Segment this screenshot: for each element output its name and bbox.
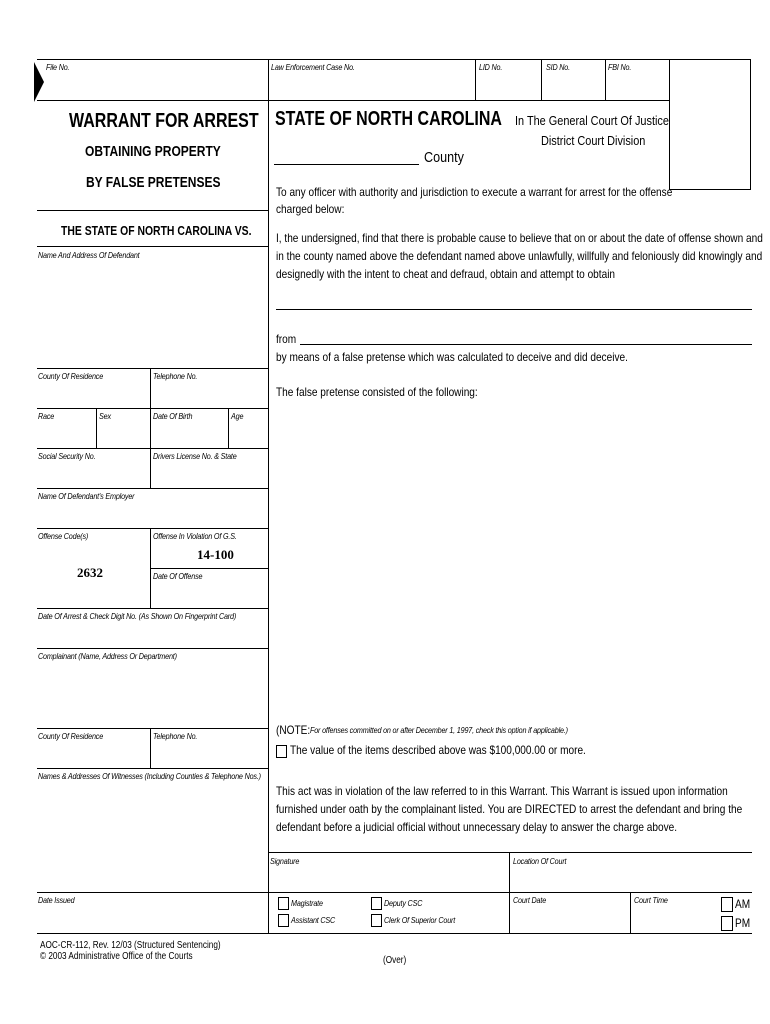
finding-line2: in the county named above the defendant named above unlawfully, willfully and feloniously did knowingly and	[276, 249, 763, 263]
divider	[37, 408, 269, 409]
divider	[228, 408, 229, 448]
corner-marker-icon	[34, 62, 46, 102]
consisted-line: The false pretense consisted of the following:	[276, 385, 478, 399]
telephone2-label: Telephone No.	[153, 732, 198, 741]
form-number-text: AOC-CR-112, Rev. 12/03 (Structured Sentencing)	[40, 940, 221, 951]
violation-value: 14-100	[197, 547, 234, 562]
assistant-csc-checkbox[interactable]	[278, 914, 289, 927]
divider	[37, 210, 269, 211]
divider	[37, 608, 269, 609]
pm-checkbox[interactable]	[721, 916, 733, 931]
divider	[150, 448, 151, 488]
value-checkbox[interactable]	[276, 745, 287, 758]
arrest-date-label: Date Of Arrest & Check Digit No. (As Shown On Fingerprint Card)	[38, 612, 237, 621]
am-label: AM	[735, 897, 751, 911]
offense-code-value: 2632	[77, 565, 103, 580]
divider	[37, 448, 269, 449]
divider	[37, 368, 269, 369]
header-bottom-line	[37, 100, 669, 101]
value-option-text: The value of the items described above was $100,000.00 or more.	[290, 743, 586, 757]
location-label: Location Of Court	[513, 857, 567, 866]
divider	[150, 368, 151, 408]
clerk-superior-checkbox[interactable]	[371, 914, 382, 927]
divider	[37, 768, 269, 769]
pm-label: PM	[735, 916, 751, 930]
divider	[96, 408, 97, 448]
divider	[630, 892, 631, 933]
form-title-line1: WARRANT FOR ARREST	[69, 110, 259, 132]
note-text: For offenses committed on or after December 1, 1997, check this option if applicable.)	[310, 726, 568, 735]
state-vs-label: THE STATE OF NORTH CAROLINA VS.	[61, 223, 252, 238]
photo-box	[669, 59, 751, 190]
from-blank-line	[300, 344, 752, 345]
deputy-csc-label: Deputy CSC	[384, 899, 423, 908]
officer-line1: To any officer with authority and jurisdiction to execute a warrant for arrest for the offense	[276, 185, 673, 199]
form-title-line2: OBTAINING PROPERTY	[85, 143, 221, 160]
sex-label: Sex	[99, 412, 111, 421]
pretense-line: by means of a false pretense which was calculated to deceive and did deceive.	[276, 350, 628, 364]
header-top-line	[37, 59, 669, 60]
divider	[541, 59, 542, 101]
divider	[37, 488, 269, 489]
over-label	[383, 955, 411, 966]
column-divider	[268, 100, 269, 933]
violation-label: Offense In Violation Of G.S.	[153, 532, 237, 541]
case-no-label: Law Enforcement Case No.	[271, 63, 355, 72]
date-offense-label: Date Of Offense	[153, 572, 203, 581]
employer-label: Name Of Defendant's Employer	[38, 492, 135, 501]
clerk-superior-label: Clerk Of Superior Court	[384, 916, 456, 925]
lid-no-label: LID No.	[479, 63, 503, 72]
officer-line2: charged below:	[276, 202, 345, 216]
divider	[150, 408, 151, 448]
note-label: (NOTE:	[276, 723, 311, 737]
copyright-text: © 2003 Administrative Office of the Courts	[40, 951, 193, 962]
form-number	[40, 941, 260, 951]
divider	[150, 568, 269, 569]
court-line2: District Court Division	[541, 133, 646, 148]
court-time-label: Court Time	[634, 896, 668, 905]
county-label: County	[424, 149, 464, 166]
dob-label: Date Of Birth	[153, 412, 193, 421]
divider	[37, 648, 269, 649]
from-label: from	[276, 332, 297, 346]
county-blank-line	[274, 164, 419, 165]
deputy-csc-checkbox[interactable]	[371, 897, 382, 910]
age-label: Age	[231, 412, 244, 421]
race-label: Race	[38, 412, 55, 421]
divider	[475, 59, 476, 101]
complainant-label: Complainant (Name, Address Or Department)	[38, 652, 177, 661]
divider	[150, 728, 151, 768]
witnesses-label: Names & Addresses Of Witnesses (Including Counties & Telephone Nos.)	[38, 772, 261, 781]
county-residence2-label: County Of Residence	[38, 732, 104, 741]
divider	[37, 728, 269, 729]
court-line1: In The General Court Of Justice	[515, 113, 669, 128]
telephone-label: Telephone No.	[153, 372, 198, 381]
assistant-csc-label: Assistant CSC	[291, 916, 336, 925]
violation-line2: furnished under oath by the complainant listed. You are DIRECTED to arrest the defendant and bring the	[276, 802, 743, 816]
ssn-label: Social Security No.	[38, 452, 96, 461]
am-checkbox[interactable]	[721, 897, 733, 912]
offense-codes-label: Offense Code(s)	[38, 532, 89, 541]
form-title-line3: BY FALSE PRETENSES	[86, 174, 221, 191]
state-heading: STATE OF NORTH CAROLINA	[275, 108, 502, 130]
divider	[37, 933, 752, 934]
defendant-name-label: Name And Address Of Defendant	[38, 251, 140, 260]
date-issued-label: Date Issued	[38, 896, 75, 905]
divider	[37, 246, 269, 247]
divider	[268, 59, 269, 101]
violation-line1: This act was in violation of the law referred to in this Warrant. This Warrant is issued upon information	[276, 784, 728, 798]
magistrate-checkbox[interactable]	[278, 897, 289, 910]
file-no-label: File No.	[46, 63, 70, 72]
violation-line3: defendant before a judicial official without unnecessary delay to answer the charge above.	[276, 820, 678, 834]
finding-line3: designedly with the intent to cheat and defraud, obtain and attempt to obtain	[276, 267, 616, 281]
divider	[268, 852, 752, 853]
divider	[37, 892, 752, 893]
property-blank-line	[276, 309, 752, 310]
magistrate-label: Magistrate	[291, 899, 323, 908]
sid-no-label: SID No.	[546, 63, 570, 72]
divider	[605, 59, 606, 101]
over-text: (Over)	[383, 955, 407, 966]
fbi-no-label: FBI No.	[608, 63, 632, 72]
court-date-label: Court Date	[513, 896, 547, 905]
copyright	[40, 952, 226, 962]
county-residence-label: County Of Residence	[38, 372, 104, 381]
finding-line1: I, the undersigned, find that there is probable cause to believe that on or about the date of offense shown and	[276, 231, 763, 245]
divider	[37, 528, 269, 529]
signature-label: Signature	[270, 857, 300, 866]
dl-label: Drivers License No. & State	[153, 452, 237, 461]
